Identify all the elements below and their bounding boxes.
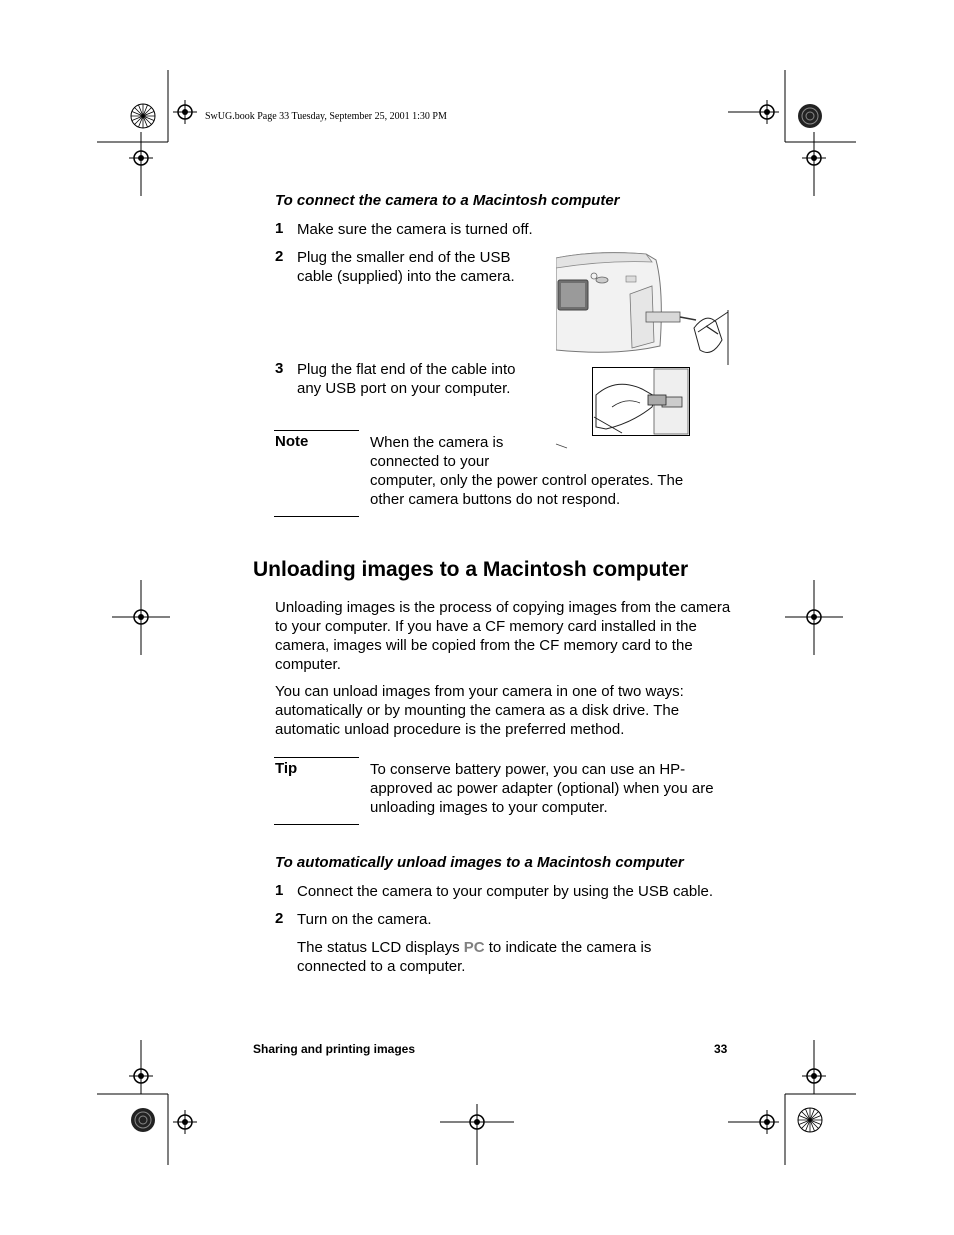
status-lcd-text [297,938,677,976]
intro-paragraph: Unloading images is the process of copying images from the camera to your computer. If you have a CF memory card installed in the camera, images will be copied from the CF memory card to the computer. [275,599,731,673]
step-text [297,360,516,398]
step-text [297,248,515,286]
status-text-after: to indicate the camera is connected to a computer. [297,939,652,975]
step-number: 1 [275,882,284,899]
step-text: Turn on the camera. [297,911,432,928]
usb-port-illustration [592,367,690,437]
note-text-line: computer, only the power control operates. The [370,472,684,489]
print-slug: SwUG.book Page 33 Tuesday, September 25, 2001 1:30 PM [205,111,447,122]
pc-indicator: PC [463,939,485,956]
note-text [370,433,683,509]
step-text-line: Plug the smaller end of the USB [297,249,511,266]
step-text: Make sure the camera is turned off. [297,221,533,238]
tip-label: Tip [275,760,298,777]
tip-bottom-rule [274,824,359,825]
status-text-before: The status LCD displays [297,939,464,956]
camera-usb-illustration [556,250,732,366]
footer-chapter: Sharing and printing images [253,1042,416,1056]
section-title: Unloading images to a Macintosh computer [253,558,689,581]
step-number: 2 [275,248,284,265]
note-label: Note [275,433,309,450]
methods-paragraph: You can unload images from your camera in one of two ways: automatically or by mounting the camera as a disk drive. The automatic unload procedure is the preferred method. [275,683,684,738]
auto-unload-heading: To automatically unload images to a Macintosh computer [275,854,684,871]
note-text-line: When the camera is [370,434,504,451]
step-text-line: Plug the flat end of the cable into [297,361,516,378]
tip-top-rule [274,757,359,758]
note-top-rule [274,430,359,431]
step-text-line: cable (supplied) into the camera. [297,268,515,285]
step-number: 2 [275,910,284,927]
step-text-line: any USB port on your computer. [297,380,511,397]
tip-text: To conserve battery power, you can use an HP-approved ac power adapter (optional) when you are unloading images to your computer. [370,761,714,816]
step-text: Connect the camera to your computer by using the USB cable. [297,883,714,900]
note-text-line: other camera buttons do not respond. [370,491,621,508]
note-bottom-rule [274,516,359,517]
step-number: 1 [275,220,284,237]
note-text-line: connected to your [370,453,490,470]
footer-page-number: 33 [714,1042,728,1056]
connect-heading: To connect the camera to a Macintosh computer [275,192,620,209]
step-number: 3 [275,360,284,377]
illustration-fragment [555,442,569,450]
